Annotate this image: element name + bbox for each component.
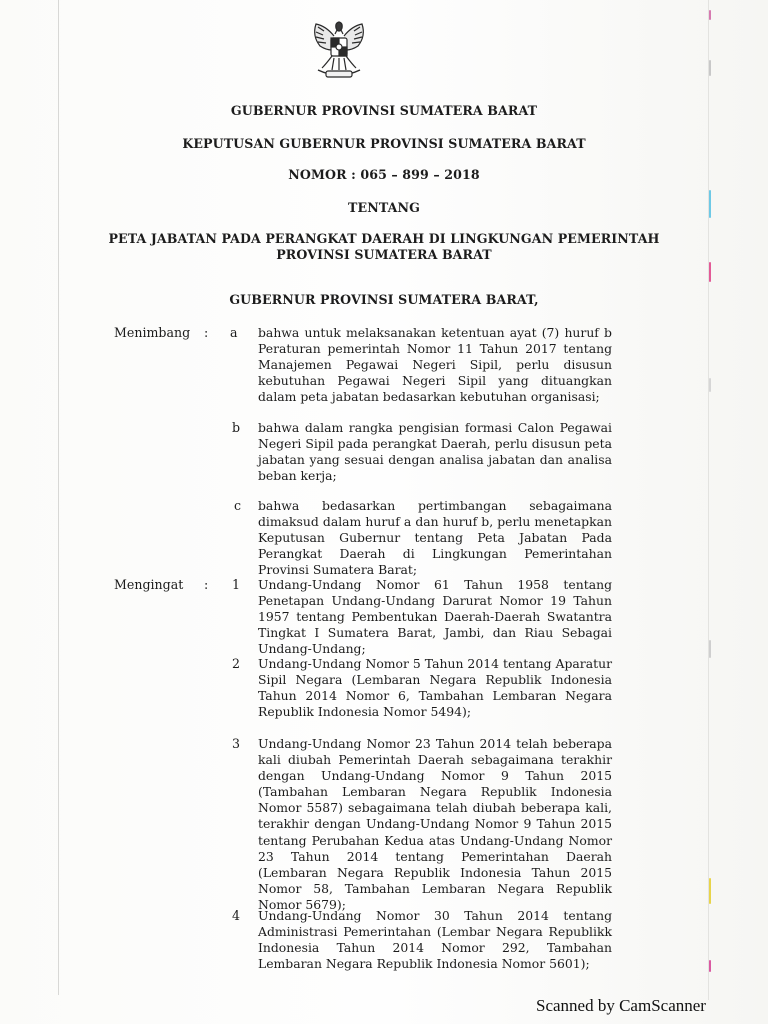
garuda-emblem-icon: [304, 18, 374, 84]
item-marker: 1: [232, 577, 241, 592]
scan-artifact: [709, 878, 711, 904]
menimbang-colon: :: [204, 325, 209, 340]
item-marker: c: [234, 498, 242, 513]
camscanner-watermark: Scanned by CamScanner: [536, 996, 706, 1015]
consideration-text: bahwa untuk melaksanakan ketentuan ayat (7) huruf b Peraturan pemerintah Nomor 11 Tahun 2017 tentang Manajemen Pegawai Negeri Sipil, perlu disusun kebutuhan Pegawai Negeri Sipil yang dituangkan dalam peta jabatan bedasarkan kebutuhan organisasi;: [258, 325, 612, 405]
scan-artifact: [709, 378, 711, 392]
scan-artifact: [709, 262, 711, 282]
scan-artifact: [709, 960, 711, 972]
legal-basis-text: Undang-Undang Nomor 30 Tahun 2014 tentang Administrasi Pemerintahan (Lembar Negara Republikk Indonesia Tahun 2014 Nomor 292, Tambahan Lembaran Negara Republik Indonesia Nomor 5601);: [258, 908, 612, 972]
decree-heading: KEPUTUSAN GUBERNUR PROVINSI SUMATERA BARAT: [182, 136, 586, 151]
decree-subject-line1: PETA JABATAN PADA PERANGKAT DAERAH DI LINGKUNGAN PEMERINTAH: [108, 231, 660, 246]
legal-basis-text: Undang-Undang Nomor 5 Tahun 2014 tentang Aparatur Sipil Negara (Lembaran Negara Republik Indonesia Tahun 2014 Nomor 6, Tambahan Lembaran Negara Republik Indonesia Nomor 5494);: [258, 656, 612, 720]
issuer-heading: GUBERNUR PROVINSI SUMATERA BARAT,: [229, 292, 539, 307]
item-marker: a: [230, 325, 238, 340]
item-marker: 3: [232, 736, 241, 751]
decree-number: NOMOR : 065 – 899 – 2018: [288, 167, 480, 182]
item-marker: 2: [232, 656, 241, 671]
tentang-heading: TENTANG: [348, 200, 420, 215]
legal-basis-text: Undang-Undang Nomor 61 Tahun 1958 tentang Penetapan Undang-Undang Darurat Nomor 19 Tahun 1957 tentang Pembentukan Daerah-Daerah Swatantra Tingkat I Sumatera Barat, Jambi, dan Riau Sebagai Undang-Undang;: [258, 577, 612, 657]
mengingat-label: Mengingat: [114, 577, 184, 592]
mengingat-colon: :: [204, 577, 209, 592]
office-heading: GUBERNUR PROVINSI SUMATERA BARAT: [230, 103, 538, 118]
scan-artifact: [709, 10, 711, 20]
consideration-text: bahwa dalam rangka pengisian formasi Calon Pegawai Negeri Sipil pada perangkat Daerah, perlu disusun peta jabatan yang sesuai dengan analisa jabatan dan analisa beban kerja;: [258, 420, 612, 484]
legal-basis-text: Undang-Undang Nomor 23 Tahun 2014 telah beberapa kali diubah Pemerintah Daerah sebagaimana terakhir dengan Undang-Undang Nomor 9 Tahun 2015 (Tambahan Lembaran Negara Republik Indonesia Nomor 5587) sebagaimana telah diubah beberapa kali, terakhir dengan Undang-Undang Nomor 9 Tahun 2015 tentang Perubahan Kedua atas Undang-Undang Nomor 23 Tahun 2014 tentang Pemerintahan Daerah (Lembaran Negara Republik Indonesia Tahun 2015 Nomor 58, Tambahan Lembaran Negara Republik Nomor 5679);: [258, 736, 612, 912]
menimbang-label: Menimbang: [114, 325, 191, 340]
consideration-text: bahwa bedasarkan pertimbangan sebagaimana dimaksud dalam huruf a dan huruf b, perlu menetapkan Keputusan Gubernur tentang Peta Jabatan Pada Perangkat Daerah di Lingkungan Pemerintahan Provinsi Sumatera Barat;: [258, 498, 612, 578]
decree-subject-line2: PROVINSI SUMATERA BARAT: [276, 247, 492, 262]
scan-artifact: [709, 60, 711, 76]
item-marker: 4: [232, 908, 241, 923]
scan-artifact: [709, 640, 711, 658]
item-marker: b: [232, 420, 241, 435]
